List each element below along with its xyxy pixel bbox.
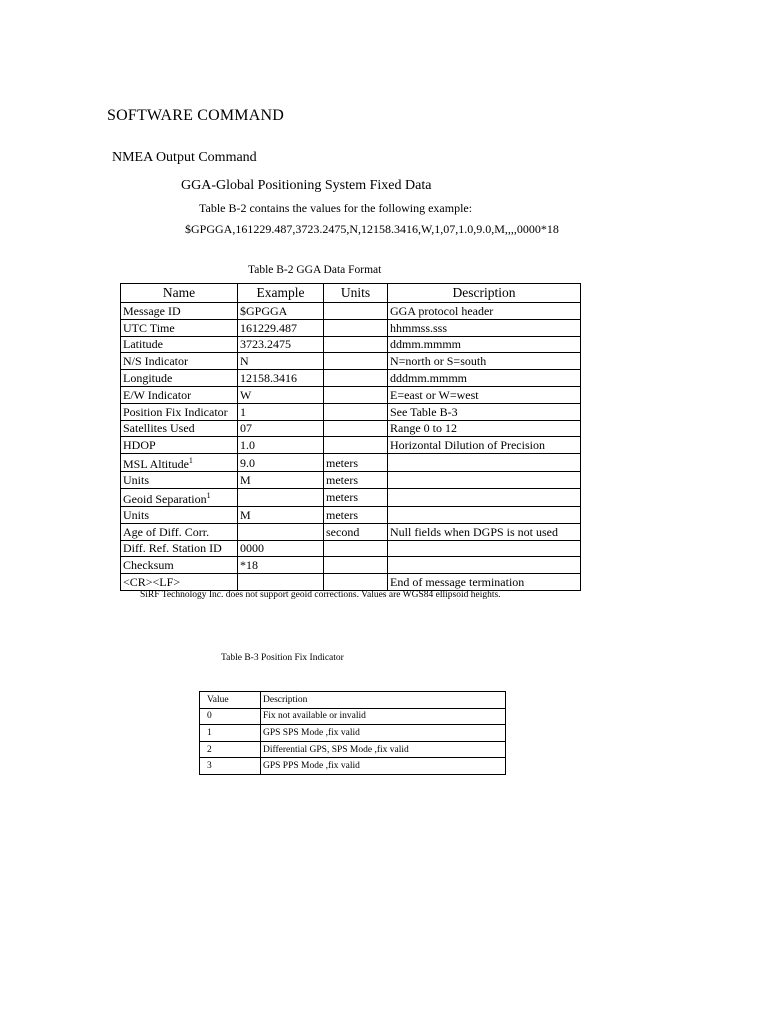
cell-description [388, 303, 581, 320]
cell-example-text: N [240, 354, 249, 369]
cell-description [388, 557, 581, 574]
cell-description: Fix not available or invalid [261, 708, 506, 725]
cell-description-text: ddmm.mmmm [390, 337, 462, 352]
cell-description [388, 523, 581, 540]
cell-name-text: Diff. Ref. Station ID [123, 541, 222, 556]
table-row [200, 758, 506, 775]
table-row [121, 386, 581, 403]
cell-units [324, 420, 388, 437]
cell-name [121, 336, 238, 353]
cell-units [324, 403, 388, 420]
cell-units [324, 488, 388, 506]
cell-units [324, 386, 388, 403]
table-row [121, 403, 581, 420]
cell-name [121, 574, 238, 591]
cell-description-text: dddmm.mmmm [390, 371, 468, 386]
table-row [200, 708, 506, 725]
cell-units [324, 353, 388, 370]
cell-example [238, 403, 324, 420]
cell-example [238, 540, 324, 557]
cell-units [324, 472, 388, 489]
cell-name-text: Satellites Used [123, 421, 195, 436]
table-b3-caption: Table B-3 Position Fix Indicator [221, 653, 344, 663]
cell-example [238, 319, 324, 336]
cell-description [388, 437, 581, 454]
cell-units-text: meters [326, 473, 358, 488]
cell-description [388, 420, 581, 437]
cell-name-text: Message ID [123, 303, 181, 318]
cell-name [121, 472, 238, 489]
cell-name-text: Units [123, 473, 150, 488]
cell-description-text: GGA protocol header [390, 303, 494, 318]
cell-units [324, 574, 388, 591]
cell-description [388, 488, 581, 506]
cell-units-text: meters [326, 490, 358, 505]
cell-description [388, 403, 581, 420]
intro-text: Table B-2 contains the values for the following example: [199, 201, 473, 215]
cell-example [238, 574, 324, 591]
cell-description [388, 386, 581, 403]
cell-name [121, 540, 238, 557]
footnote-marker: 1 [206, 490, 211, 500]
cell-name-text: Latitude [123, 337, 163, 352]
cell-name [121, 370, 238, 387]
cell-example-text: 161229.487 [240, 320, 297, 335]
cell-name-text: Position Fix Indicator [123, 404, 228, 419]
cell-name [121, 319, 238, 336]
cell-units-text: meters [326, 507, 358, 522]
column-header-example: Example [238, 284, 324, 303]
gga-data-format-table [120, 283, 581, 591]
cell-example-text: W [240, 387, 252, 402]
cell-description [388, 319, 581, 336]
cell-description [388, 472, 581, 489]
cell-example [238, 336, 324, 353]
cell-example [238, 386, 324, 403]
table-row [121, 370, 581, 387]
cell-name-text: Age of Diff. Corr. [123, 524, 210, 539]
column-header-units: Units [324, 284, 388, 303]
table-header-row [200, 692, 506, 709]
column-header-value: Value [200, 692, 261, 709]
cell-description-text: Range 0 to 12 [390, 421, 457, 436]
subheading: NMEA Output Command [112, 150, 257, 165]
table-row [121, 557, 581, 574]
cell-example [238, 420, 324, 437]
cell-example [238, 557, 324, 574]
table-row [121, 353, 581, 370]
cell-example [238, 353, 324, 370]
cell-name-text: Geoid Separation [123, 491, 207, 506]
cell-description [388, 370, 581, 387]
table-row [121, 472, 581, 489]
cell-example-text: 1.0 [240, 438, 255, 453]
cell-value: 2 [200, 741, 261, 758]
cell-description [388, 353, 581, 370]
cell-name [121, 523, 238, 540]
column-header-description: Description [388, 284, 581, 303]
cell-name-text: Checksum [123, 558, 174, 573]
cell-name [121, 420, 238, 437]
table-row [121, 574, 581, 591]
cell-name-text: N/S Indicator [123, 354, 188, 369]
cell-units [324, 540, 388, 557]
cell-name [121, 488, 238, 506]
cell-description [388, 336, 581, 353]
cell-example-text: M [240, 507, 251, 522]
cell-description: GPS SPS Mode ,fix valid [261, 725, 506, 742]
section-title: GGA-Global Positioning System Fixed Data [181, 178, 432, 193]
cell-description [388, 574, 581, 591]
cell-description-text: Horizontal Dilution of Precision [390, 438, 545, 453]
table-row [121, 523, 581, 540]
cell-name [121, 437, 238, 454]
cell-units [324, 437, 388, 454]
cell-example-text: *18 [240, 558, 258, 573]
table-row [200, 741, 506, 758]
cell-name-text: <CR><LF> [123, 575, 181, 590]
cell-name-text: HDOP [123, 438, 156, 453]
cell-example-text: 0000 [240, 541, 264, 556]
cell-name-text: Units [123, 507, 150, 522]
table-row [121, 420, 581, 437]
cell-description: GPS PPS Mode ,fix valid [261, 758, 506, 775]
cell-example-text: 07 [240, 421, 252, 436]
cell-units [324, 454, 388, 472]
cell-description [388, 540, 581, 557]
cell-value: 1 [200, 725, 261, 742]
table-row [121, 540, 581, 557]
cell-name [121, 454, 238, 472]
cell-example-text: 1 [240, 404, 246, 419]
column-header-description: Description [261, 692, 506, 709]
cell-units [324, 506, 388, 523]
cell-description-text: N=north or S=south [390, 354, 487, 369]
cell-example-text: 3723.2475 [240, 337, 291, 352]
cell-name-text: UTC Time [123, 320, 175, 335]
cell-value: 3 [200, 758, 261, 775]
cell-units-text: meters [326, 455, 358, 470]
cell-description-text: Null fields when DGPS is not used [390, 524, 558, 539]
cell-units [324, 303, 388, 320]
table-row [121, 506, 581, 523]
table-footnote: SiRF Technology Inc. does not support geoid corrections. Values are WGS84 ellipsoid heights. [140, 590, 501, 600]
cell-description-text: End of message termination [390, 575, 525, 590]
cell-units [324, 523, 388, 540]
table-row [121, 437, 581, 454]
cell-units [324, 557, 388, 574]
cell-example [238, 488, 324, 506]
cell-units [324, 336, 388, 353]
position-fix-indicator-table [199, 691, 506, 775]
cell-description [388, 454, 581, 472]
cell-name [121, 506, 238, 523]
cell-example [238, 454, 324, 472]
cell-description [388, 506, 581, 523]
cell-example-text: $GPGGA [240, 303, 288, 318]
cell-example [238, 523, 324, 540]
cell-name-text: MSL Altitude [123, 457, 189, 472]
page-heading: SOFTWARE COMMAND [107, 107, 284, 124]
cell-units-text: second [326, 524, 360, 539]
column-header-name: Name [121, 284, 238, 303]
table-row [121, 488, 581, 506]
cell-example-text: 9.0 [240, 455, 255, 470]
table-header-row [121, 284, 581, 303]
cell-value: 0 [200, 708, 261, 725]
table-row [121, 336, 581, 353]
cell-units [324, 370, 388, 387]
cell-description-text: See Table B-3 [390, 404, 458, 419]
cell-example-text: M [240, 473, 251, 488]
cell-example [238, 370, 324, 387]
cell-description-text: hhmmss.sss [390, 320, 448, 335]
cell-example [238, 303, 324, 320]
example-sentence: $GPGGA,161229.487,3723.2475,N,12158.3416,W,1,07,1.0,9.0,M,,,,0000*18 [185, 222, 559, 236]
cell-name-text: Longitude [123, 371, 173, 386]
cell-units [324, 319, 388, 336]
cell-name [121, 403, 238, 420]
cell-name [121, 557, 238, 574]
cell-name [121, 353, 238, 370]
cell-name [121, 303, 238, 320]
table-row [200, 725, 506, 742]
cell-description: Differential GPS, SPS Mode ,fix valid [261, 741, 506, 758]
cell-example [238, 472, 324, 489]
cell-example [238, 506, 324, 523]
footnote-marker: 1 [188, 456, 193, 466]
cell-example-text: 12158.3416 [240, 371, 297, 386]
cell-name [121, 386, 238, 403]
table-row [121, 319, 581, 336]
table-row [121, 303, 581, 320]
table-row [121, 454, 581, 472]
table-b2-caption: Table B-2 GGA Data Format [248, 264, 382, 276]
cell-example [238, 437, 324, 454]
cell-description-text: E=east or W=west [390, 387, 479, 402]
cell-name-text: E/W Indicator [123, 387, 192, 402]
